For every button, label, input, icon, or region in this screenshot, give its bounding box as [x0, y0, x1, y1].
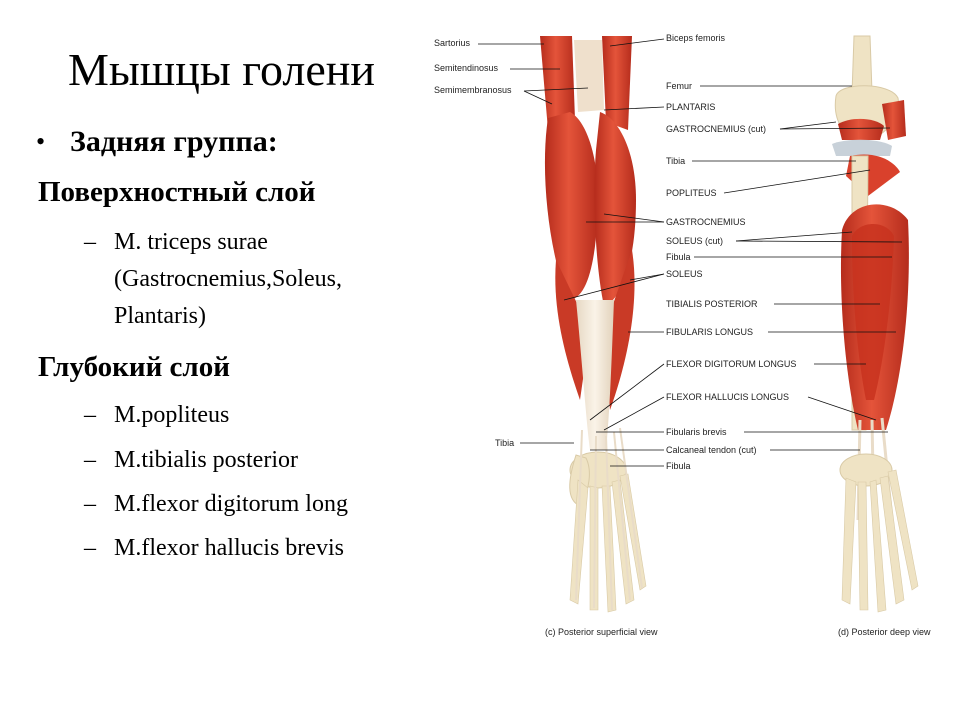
label-fibula: Fibula [666, 252, 691, 262]
caption-superficial-view: (c) Posterior superficial view [545, 627, 658, 637]
label-flexor-digitorum-longus: FLEXOR DIGITORUM LONGUS [666, 359, 797, 369]
label-tibia-left: Tibia [495, 438, 515, 448]
heading-deep-layer: Глубокий слой [38, 351, 230, 383]
dash-icon: – [84, 447, 96, 473]
subheading-posterior-group: Задняя группа: [70, 125, 278, 158]
leg-muscles-illustration [420, 18, 960, 648]
label-gastrocnemius-cut: GASTROCNEMIUS (cut) [666, 124, 767, 134]
dash-icon: – [84, 535, 96, 561]
dash-icon: – [84, 229, 96, 255]
label-soleus-cut: SOLEUS (cut) [666, 236, 724, 246]
list-item-label: M.flexor hallucis brevis [114, 535, 344, 561]
label-biceps-femoris: Biceps femoris [666, 33, 726, 43]
list-item-line: M. triceps surae [114, 229, 268, 255]
label-fibularis-brevis: Fibularis brevis [666, 427, 727, 437]
superficial-view-drawing [540, 36, 646, 612]
label-fibula-lower: Fibula [666, 461, 691, 471]
label-fibularis-longus: FIBULARIS LONGUS [666, 327, 754, 337]
dash-icon: – [84, 402, 96, 428]
label-femur: Femur [666, 81, 693, 91]
dash-icon: – [84, 491, 96, 517]
list-item-tibialis-posterior [84, 442, 298, 479]
label-plantaris: PLANTARIS [666, 102, 716, 112]
list-item-line: (Gastrocnemius,Soleus, [114, 266, 342, 292]
label-gastrocnemius: GASTROCNEMIUS [666, 217, 746, 227]
list-item-flexor-digitorum [84, 486, 348, 523]
bullet-icon: • [36, 127, 46, 156]
label-semimembranosus: Semimembranosus [434, 85, 512, 95]
caption-deep-view: (d) Posterior deep view [838, 627, 931, 637]
list-item-flexor-hallucis [84, 530, 344, 567]
list-item-popliteus [84, 397, 229, 434]
heading-superficial-layer: Поверхностный слой [38, 176, 316, 208]
list-item-label: M.tibialis posterior [114, 447, 298, 473]
deep-view-drawing [832, 36, 918, 612]
label-sartorius: Sartorius [434, 38, 471, 48]
list-item-label: M.popliteus [114, 402, 230, 428]
bullet-posterior-group [36, 124, 278, 160]
label-tibia: Tibia [666, 156, 686, 166]
label-calcaneal-tendon: Calcaneal tendon (cut) [666, 445, 757, 455]
label-semitendinosus: Semitendinosus [434, 63, 499, 73]
list-item-triceps-surae [84, 224, 342, 335]
label-soleus: SOLEUS [666, 269, 703, 279]
label-popliteus: POPLITEUS [666, 188, 717, 198]
list-item-label: M.flexor digitorum long [114, 491, 348, 517]
label-flexor-hallucis-longus: FLEXOR HALLUCIS LONGUS [666, 392, 790, 402]
list-item-line: Plantaris) [114, 303, 206, 329]
slide-title: Мышцы голени [68, 44, 375, 95]
label-tibialis-posterior: TIBIALIS POSTERIOR [666, 299, 758, 309]
